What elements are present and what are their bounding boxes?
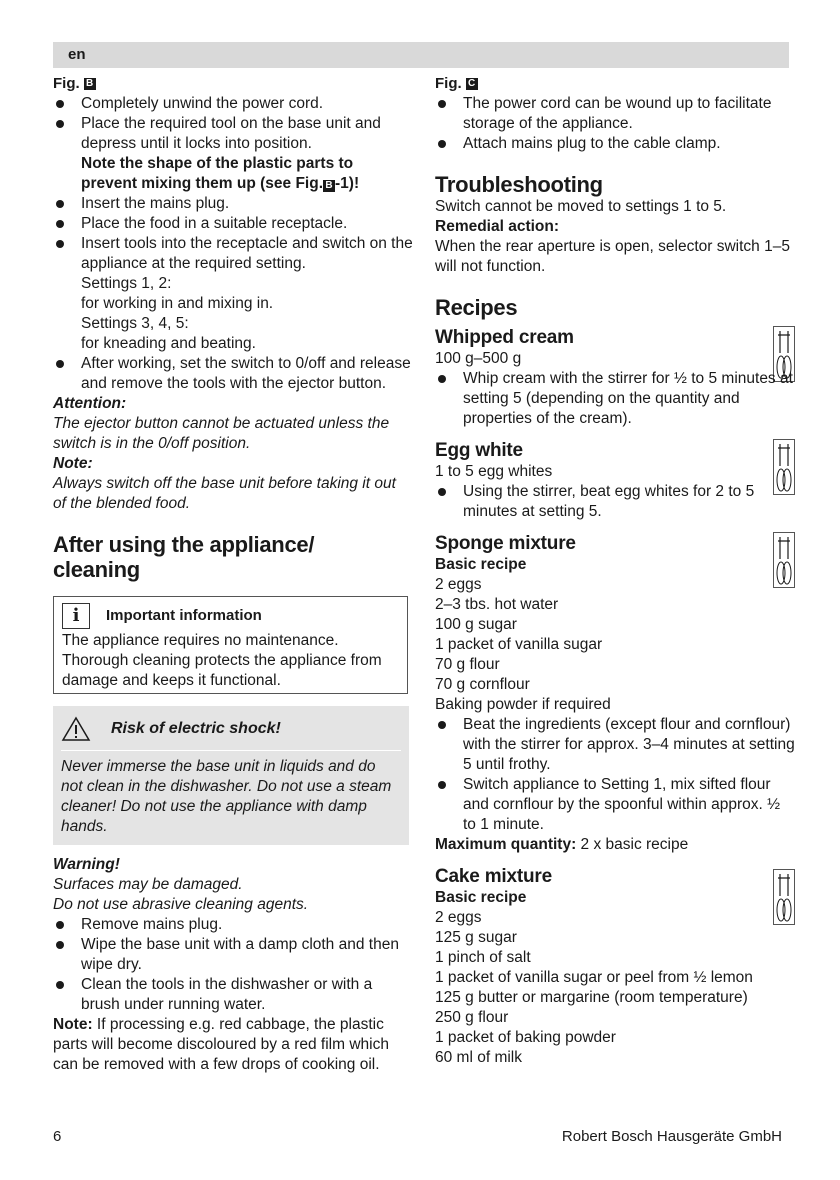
right-column (435, 74, 795, 1068)
list-item: Insert the mains plug. (53, 194, 413, 214)
fig-b-icon: B (323, 180, 335, 192)
ingredient: 2 eggs (435, 576, 482, 593)
list-item: Insert tools into the receptacle and switch on the appliance at the required setting. Settings 1, 2: for working in and mixing in. Settings 3, 4, 5: for kneading and beating. (53, 234, 413, 354)
list-item: After working, set the switch to 0/off and release and remove the tools with the ejector button. (53, 354, 413, 394)
shock-text: Never immerse the base unit in liquids and do not clean in the dishwasher. Do not use a steam cleaner! Do not use the appliance with damp hands. (61, 758, 392, 835)
whipped-cream-heading: Whipped cream (435, 327, 574, 348)
electric-shock-box (53, 706, 409, 845)
list-item: The power cord can be wound up to facilitate storage of the appliance. (435, 94, 795, 134)
trouble-text: Switch cannot be moved to settings 1 to 5. (435, 198, 727, 215)
ingredient: 250 g flour (435, 1009, 509, 1026)
list-item: Wipe the base unit with a damp cloth and then wipe dry. (53, 935, 413, 975)
ingredient: 60 ml of milk (435, 1049, 522, 1066)
storage-steps (435, 94, 795, 154)
fig-c-icon: C (466, 78, 478, 90)
cake-basic-label: Basic recipe (435, 889, 527, 906)
remedial-text: When the rear aperture is open, selector switch 1–5 will not function. (435, 238, 790, 275)
ingredient: 1 packet of vanilla sugar or peel from ½ lemon (435, 969, 753, 986)
recipe-whipped-cream (435, 326, 795, 429)
ingredient: 70 g cornflour (435, 676, 530, 693)
remedial-label: Remedial action: (435, 218, 560, 235)
list-item: Place the required tool on the base unit and depress until it locks into position. Note the shape of the plastic parts to prevent mixing them up (see Fig. B -1)! (53, 114, 413, 194)
recipe-egg-white (435, 439, 795, 522)
ingredient: 1 pinch of salt (435, 949, 531, 966)
list-item: Beat the ingredients (except flour and cornflour) with the stirrer for approx. 3–4 minutes at setting 5 until frothy. (435, 715, 795, 775)
sponge-heading: Sponge mixture (435, 533, 576, 554)
note-label: Note: (53, 455, 93, 472)
list-item: Whip cream with the stirrer for ½ to 5 minutes at setting 5 (depending on the quantity and properties of the cream). (435, 369, 795, 429)
recipes-heading: Recipes (435, 295, 518, 320)
fig-b-label: Fig. B (53, 74, 413, 94)
list-item: Clean the tools in the dishwasher or with a brush under running water. (53, 975, 413, 1015)
fig-b-icon: B (84, 78, 96, 90)
final-note: Note: If processing e.g. red cabbage, the plastic parts will become discoloured by a red film which can be removed with a few drops of cooking oil. (53, 1016, 389, 1073)
info-title: Important information (106, 607, 262, 624)
fig-c-label: Fig. C (435, 74, 795, 94)
cleaning-heading: After using the appliance/ cleaning (53, 532, 315, 582)
recipe-cake-mixture (435, 865, 795, 1068)
ingredient: 2 eggs (435, 909, 482, 926)
ingredient: Baking powder if required (435, 696, 611, 713)
list-item: Switch appliance to Setting 1, mix sifted flour and cornflour by the spoonful within approx. ½ to 1 minute. (435, 775, 795, 835)
language-label: en (68, 46, 86, 63)
warning-label: Warning! (53, 856, 120, 873)
ingredient: 125 g sugar (435, 929, 517, 946)
company-name: Robert Bosch Hausgeräte GmbH (561, 1128, 782, 1145)
whisk-icon (773, 869, 795, 925)
left-column (53, 74, 413, 1075)
ingredient: 125 g butter or margarine (room temperature) (435, 989, 748, 1006)
list-item: Place the food in a suitable receptacle. (53, 214, 413, 234)
egg-white-heading: Egg white (435, 440, 523, 461)
cleaning-steps (53, 915, 413, 1015)
sponge-basic-label: Basic recipe (435, 556, 527, 573)
ingredient: 70 g flour (435, 656, 500, 673)
ingredient: 100 g sugar (435, 616, 517, 633)
list-item: Attach mains plug to the cable clamp. (435, 134, 795, 154)
attention-text: The ejector button cannot be actuated unless the switch is in the 0/off position. (53, 415, 390, 452)
warning-line: Do not use abrasive cleaning agents. (53, 896, 309, 913)
troubleshooting-heading: Troubleshooting (435, 172, 603, 197)
shock-title: Risk of electric shock! (111, 720, 281, 737)
whisk-icon (773, 532, 795, 588)
cake-heading: Cake mixture (435, 866, 552, 887)
list-item: Using the stirrer, beat egg whites for 2 to 5 minutes at setting 5. (435, 482, 795, 522)
info-icon: i (62, 603, 90, 629)
ingredient: 1 packet of vanilla sugar (435, 636, 603, 653)
max-quantity: Maximum quantity: 2 x basic recipe (435, 836, 689, 853)
warning-line: Surfaces may be damaged. (53, 876, 243, 893)
egg-amount: 1 to 5 egg whites (435, 463, 553, 480)
note-text: Always switch off the base unit before taking it out of the blended food. (53, 475, 396, 512)
important-info-box (53, 596, 408, 694)
usage-steps (53, 94, 413, 394)
list-item: Remove mains plug. (53, 915, 413, 935)
attention-label: Attention: (53, 395, 127, 412)
warning-triangle-icon (61, 716, 91, 742)
info-text: The appliance requires no maintenance. Thorough cleaning protects the appliance from damage and keeps it functional. (62, 632, 382, 689)
ingredient: 2–3 tbs. hot water (435, 596, 559, 613)
whipped-amount: 100 g–500 g (435, 350, 522, 367)
recipe-sponge-mixture (435, 532, 795, 855)
page-number: 6 (53, 1128, 62, 1145)
plastic-parts-note: Note the shape of the plastic parts to prevent mixing them up (see Fig. B -1)! (81, 155, 360, 192)
list-item: Completely unwind the power cord. (53, 94, 413, 114)
ingredient: 1 packet of baking powder (435, 1029, 616, 1046)
language-bar (53, 42, 789, 68)
